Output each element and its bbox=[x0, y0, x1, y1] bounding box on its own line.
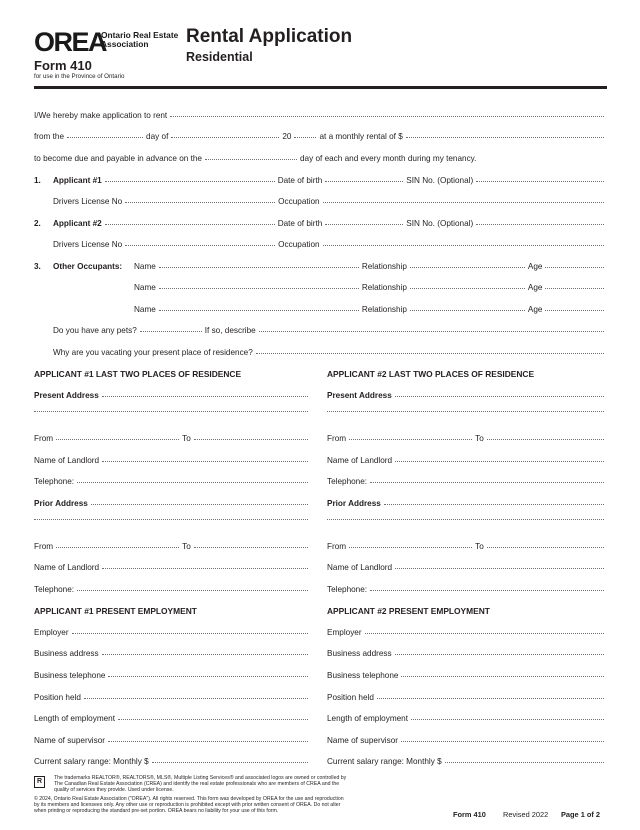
copyright-line-3: when printing or reproducing the standard pre-set portion. OREA bears no liability for your use of this form. bbox=[34, 807, 279, 814]
a2-salary-row bbox=[327, 757, 607, 766]
a1-present-telephone-row bbox=[34, 477, 311, 486]
applicant-1-license-row bbox=[53, 197, 607, 206]
applicant-2-occupation-field[interactable] bbox=[323, 245, 604, 246]
a1-business-telephone-row bbox=[34, 671, 311, 680]
a2-present-from-field[interactable] bbox=[349, 439, 472, 440]
a1-position-row bbox=[34, 693, 311, 702]
a1-supervisor-label: Name of supervisor bbox=[34, 736, 105, 745]
pets-row bbox=[53, 326, 607, 335]
monthly-rental-label: at a monthly rental of $ bbox=[319, 132, 403, 141]
applicant-1-dob-field[interactable] bbox=[325, 181, 403, 182]
applicant-1-name-field[interactable] bbox=[105, 181, 275, 182]
applicant-1-label: Applicant #1 bbox=[53, 176, 102, 185]
association-name bbox=[101, 31, 178, 49]
due-suffix: day of each and every month during my tenancy. bbox=[299, 154, 477, 163]
a2-supervisor-field[interactable] bbox=[401, 741, 604, 742]
a1-prior-from-field[interactable] bbox=[56, 547, 179, 548]
a2-business-address-row bbox=[327, 649, 607, 658]
a1-prior-address-label: Prior Address bbox=[34, 499, 88, 508]
a2-prior-telephone-field[interactable] bbox=[370, 590, 604, 591]
a2-prior-to-label: To bbox=[475, 542, 484, 551]
a1-business-telephone-field[interactable] bbox=[108, 676, 308, 677]
occupant-3-relationship-label: Relationship bbox=[361, 305, 407, 314]
a1-position-label: Position held bbox=[34, 693, 81, 702]
occupants-label: Other Occupants: bbox=[53, 262, 123, 271]
applicant-2-sin-label: SIN No. (Optional) bbox=[406, 219, 474, 228]
trademark-notice bbox=[54, 776, 424, 794]
a1-prior-telephone-row bbox=[34, 585, 311, 594]
a1-prior-address-row bbox=[34, 499, 311, 508]
a2-present-landlord-label: Name of Landlord bbox=[327, 456, 393, 465]
applicant-1-dob-label: Date of birth bbox=[277, 176, 323, 185]
occupant-row-3 bbox=[134, 305, 607, 314]
a2-present-address-field-2[interactable] bbox=[327, 411, 604, 412]
day-of-label: day of bbox=[146, 132, 169, 141]
footer-page-number: Page 1 of 2 bbox=[561, 810, 601, 819]
monthly-rent-field[interactable] bbox=[406, 137, 604, 138]
footer-form-number: Form 410 bbox=[453, 810, 486, 819]
form-subtitle: for use in the Province of Ontario bbox=[34, 73, 125, 80]
a1-present-from-label: From bbox=[34, 434, 54, 443]
a1-prior-address-line2 bbox=[34, 520, 311, 521]
applicant-2-occupation-label: Occupation bbox=[278, 240, 320, 249]
occupant-1-name-field[interactable] bbox=[159, 267, 359, 268]
a1-prior-to-field[interactable] bbox=[194, 547, 308, 548]
applicant-1-occupation-label: Occupation bbox=[278, 197, 320, 206]
a2-business-telephone-row bbox=[327, 671, 607, 680]
a2-position-label: Position held bbox=[327, 693, 374, 702]
a2-salary-label: Current salary range: Monthly $ bbox=[327, 757, 442, 766]
a1-present-landlord-row bbox=[34, 456, 311, 465]
rent-address-field[interactable] bbox=[170, 116, 604, 117]
occupant-row-2 bbox=[134, 283, 607, 292]
start-month-field[interactable] bbox=[171, 137, 279, 138]
a2-length-label: Length of employment bbox=[327, 714, 409, 723]
a2-present-telephone-field[interactable] bbox=[370, 482, 604, 483]
a1-employer-row bbox=[34, 628, 311, 637]
occupant-3-name-field[interactable] bbox=[159, 310, 359, 311]
a1-supervisor-field[interactable] bbox=[108, 741, 308, 742]
a2-prior-from-label: From bbox=[327, 542, 347, 551]
applicant-2-dob-label: Date of birth bbox=[277, 219, 323, 228]
a2-prior-address-row bbox=[327, 499, 607, 508]
trademark-line-2: The Canadian Real Estate Association (CREA) and identify the real estate professionals who are members of CREA and the bbox=[54, 780, 340, 787]
applicant-2-number: 2. bbox=[34, 219, 41, 228]
form-number: Form 410 bbox=[34, 58, 92, 73]
page-title: Rental Application bbox=[186, 26, 353, 47]
a1-position-field[interactable] bbox=[84, 698, 308, 699]
applicant-1-license-label: Drivers License No bbox=[53, 197, 123, 206]
due-day-field[interactable] bbox=[205, 159, 297, 160]
a2-prior-telephone-row bbox=[327, 585, 607, 594]
a2-present-from-label: From bbox=[327, 434, 347, 443]
a2-present-address-label: Present Address bbox=[327, 391, 392, 400]
a1-business-telephone-label: Business telephone bbox=[34, 671, 106, 680]
a1-prior-landlord-row bbox=[34, 563, 311, 572]
applicant-1-employment-heading: APPLICANT #1 PRESENT EMPLOYMENT bbox=[34, 606, 197, 616]
applicant-2-residence-heading: APPLICANT #2 LAST TWO PLACES OF RESIDENCE bbox=[327, 369, 535, 379]
applicant-2-row bbox=[34, 219, 607, 228]
vacating-field[interactable] bbox=[256, 353, 604, 354]
a1-prior-address-field[interactable] bbox=[91, 504, 308, 505]
a1-salary-field[interactable] bbox=[152, 762, 308, 763]
applicant-1-occupation-field[interactable] bbox=[323, 202, 604, 203]
applicant-2-license-row bbox=[53, 240, 607, 249]
occupants-number: 3. bbox=[34, 262, 41, 271]
a2-business-address-label: Business address bbox=[327, 649, 392, 658]
pets-question: Do you have any pets? bbox=[53, 326, 137, 335]
occupant-1-relationship-label: Relationship bbox=[361, 262, 407, 271]
a1-prior-from-label: From bbox=[34, 542, 54, 551]
a1-length-row bbox=[34, 714, 311, 723]
applicant-2-sin-field[interactable] bbox=[476, 224, 604, 225]
occupant-2-age-label: Age bbox=[527, 283, 543, 292]
a2-prior-address-line2 bbox=[327, 520, 607, 521]
association-line-2: Association bbox=[101, 39, 149, 49]
rent-label: I/We hereby make application to rent bbox=[34, 111, 168, 120]
a2-prior-landlord-row bbox=[327, 563, 607, 572]
a2-employer-label: Employer bbox=[327, 628, 362, 637]
occupant-2-name-field[interactable] bbox=[159, 288, 359, 289]
start-day-field[interactable] bbox=[67, 137, 143, 138]
occupant-2-age-field[interactable] bbox=[545, 288, 604, 289]
a2-business-telephone-field[interactable] bbox=[401, 676, 604, 677]
due-label: to become due and payable in advance on the bbox=[34, 154, 202, 163]
applicant-1-sin-label: SIN No. (Optional) bbox=[406, 176, 474, 185]
a2-supervisor-label: Name of supervisor bbox=[327, 736, 398, 745]
a2-supervisor-row bbox=[327, 736, 607, 745]
a1-supervisor-row bbox=[34, 736, 311, 745]
a1-length-field[interactable] bbox=[118, 719, 308, 720]
a1-present-address-line2 bbox=[34, 412, 311, 413]
a1-length-label: Length of employment bbox=[34, 714, 116, 723]
from-the-label: from the bbox=[34, 132, 65, 141]
a2-length-row bbox=[327, 714, 607, 723]
vacating-row bbox=[53, 348, 607, 357]
copyright-line-2: by its members and licensees only. Any other use or reproduction is prohibited except with prior written consent of OREA. Do not alter bbox=[34, 801, 341, 808]
pets-describe-label: If so, describe bbox=[204, 326, 256, 335]
a1-present-to-label: To bbox=[182, 434, 191, 443]
applicant-1-row bbox=[34, 176, 607, 185]
occupant-1-age-label: Age bbox=[527, 262, 543, 271]
a1-employer-field[interactable] bbox=[72, 633, 308, 634]
a2-prior-landlord-label: Name of Landlord bbox=[327, 563, 393, 572]
occupant-3-name-label: Name bbox=[134, 305, 156, 314]
rent-row bbox=[34, 111, 607, 120]
a1-present-address-field-2[interactable] bbox=[34, 411, 308, 412]
copyright-notice bbox=[34, 797, 434, 815]
a2-present-telephone-row bbox=[327, 477, 607, 486]
applicant-1-license-field[interactable] bbox=[125, 202, 275, 203]
occupant-3-age-field[interactable] bbox=[545, 310, 604, 311]
a1-present-address-label: Present Address bbox=[34, 391, 99, 400]
pets-describe-field[interactable] bbox=[259, 331, 604, 332]
a1-present-from-field[interactable] bbox=[56, 439, 179, 440]
a2-present-to-field[interactable] bbox=[487, 439, 604, 440]
a2-length-field[interactable] bbox=[411, 719, 604, 720]
a1-prior-landlord-label: Name of Landlord bbox=[34, 563, 100, 572]
a1-business-address-field[interactable] bbox=[102, 654, 308, 655]
a2-business-address-field[interactable] bbox=[395, 654, 604, 655]
association-line-1: Ontario Real Estate bbox=[101, 30, 179, 40]
a2-prior-address-field[interactable] bbox=[384, 504, 604, 505]
a1-present-to-field[interactable] bbox=[194, 439, 308, 440]
occupant-3-age-label: Age bbox=[527, 305, 543, 314]
a1-prior-telephone-label: Telephone: bbox=[34, 585, 75, 594]
occupant-2-relationship-label: Relationship bbox=[361, 283, 407, 292]
applicant-2-name-field[interactable] bbox=[105, 224, 275, 225]
a2-prior-from-field[interactable] bbox=[349, 547, 472, 548]
realtor-logo: R bbox=[34, 776, 45, 788]
a1-present-dates-row bbox=[34, 434, 311, 443]
a1-prior-dates-row bbox=[34, 542, 311, 551]
start-year-field[interactable] bbox=[294, 137, 316, 138]
applicant-2-employment-heading: APPLICANT #2 PRESENT EMPLOYMENT bbox=[327, 606, 490, 616]
occupant-2-relationship-field[interactable] bbox=[410, 288, 525, 289]
due-row bbox=[34, 154, 607, 163]
a1-present-landlord-label: Name of Landlord bbox=[34, 456, 100, 465]
a2-present-landlord-row bbox=[327, 456, 607, 465]
applicant-2-license-label: Drivers License No bbox=[53, 240, 123, 249]
occupant-1-relationship-field[interactable] bbox=[410, 267, 525, 268]
a1-business-address-row bbox=[34, 649, 311, 658]
a2-business-telephone-label: Business telephone bbox=[327, 671, 399, 680]
trademark-line-3: quality of services they provide. Used under license. bbox=[54, 786, 174, 793]
footer-revised: Revised 2022 bbox=[503, 810, 549, 819]
applicant-1-number: 1. bbox=[34, 176, 41, 185]
applicant-2-label: Applicant #2 bbox=[53, 219, 102, 228]
occupant-1-age-field[interactable] bbox=[545, 267, 604, 268]
a1-present-landlord-field[interactable] bbox=[102, 461, 308, 462]
a2-prior-address-label: Prior Address bbox=[327, 499, 381, 508]
a2-present-to-label: To bbox=[475, 434, 484, 443]
a1-prior-landlord-field[interactable] bbox=[102, 568, 308, 569]
a2-present-address-field[interactable] bbox=[395, 396, 604, 397]
a1-present-address-field[interactable] bbox=[102, 396, 308, 397]
a2-prior-landlord-field[interactable] bbox=[395, 568, 604, 569]
a1-salary-row bbox=[34, 757, 311, 766]
orea-logo: OREA bbox=[34, 27, 107, 57]
page-subtitle: Residential bbox=[186, 50, 253, 64]
a1-prior-to-label: To bbox=[182, 542, 191, 551]
a1-present-address-row bbox=[34, 391, 311, 400]
applicant-1-residence-heading: APPLICANT #1 LAST TWO PLACES OF RESIDENCE bbox=[34, 369, 242, 379]
a1-present-telephone-field[interactable] bbox=[77, 482, 308, 483]
trademark-line-1: The trademarks REALTOR®, REALTORS®, MLS®, Multiple Listing Services® and associated logos are owned or controlled by bbox=[54, 775, 347, 781]
a1-employer-label: Employer bbox=[34, 628, 69, 637]
occupant-2-name-label: Name bbox=[134, 283, 156, 292]
a2-prior-dates-row bbox=[327, 542, 607, 551]
occupant-row-1 bbox=[34, 262, 607, 271]
year-prefix: 20 bbox=[282, 132, 292, 141]
a1-prior-address-field-2[interactable] bbox=[34, 519, 308, 520]
applicant-2-dob-field[interactable] bbox=[325, 224, 403, 225]
a1-salary-label: Current salary range: Monthly $ bbox=[34, 757, 149, 766]
a2-present-address-line2 bbox=[327, 412, 607, 413]
occupant-3-relationship-field[interactable] bbox=[410, 310, 525, 311]
pets-answer-field[interactable] bbox=[140, 331, 202, 332]
a2-employer-row bbox=[327, 628, 607, 637]
a2-position-field[interactable] bbox=[377, 698, 604, 699]
applicant-1-sin-field[interactable] bbox=[476, 181, 604, 182]
a2-position-row bbox=[327, 693, 607, 702]
a2-prior-address-field-2[interactable] bbox=[327, 519, 604, 520]
a2-prior-to-field[interactable] bbox=[487, 547, 604, 548]
a1-prior-telephone-field[interactable] bbox=[77, 590, 308, 591]
a2-present-address-row bbox=[327, 391, 607, 400]
copyright-line-1: © 2024, Ontario Real Estate Association ("OREA"). All rights reserved. This form was developed by OREA for the use and reproduction bbox=[34, 796, 344, 802]
a2-present-landlord-field[interactable] bbox=[395, 461, 604, 462]
header-rule bbox=[34, 86, 607, 89]
applicant-2-license-field[interactable] bbox=[125, 245, 275, 246]
term-row bbox=[34, 132, 607, 141]
a2-present-dates-row bbox=[327, 434, 607, 443]
vacating-question: Why are you vacating your present place of residence? bbox=[53, 348, 253, 357]
a1-present-telephone-label: Telephone: bbox=[34, 477, 75, 486]
occupant-1-name-label: Name bbox=[134, 262, 156, 271]
a1-business-address-label: Business address bbox=[34, 649, 99, 658]
a2-employer-field[interactable] bbox=[365, 633, 604, 634]
a2-prior-telephone-label: Telephone: bbox=[327, 585, 368, 594]
a2-salary-field[interactable] bbox=[445, 762, 604, 763]
a2-present-telephone-label: Telephone: bbox=[327, 477, 368, 486]
